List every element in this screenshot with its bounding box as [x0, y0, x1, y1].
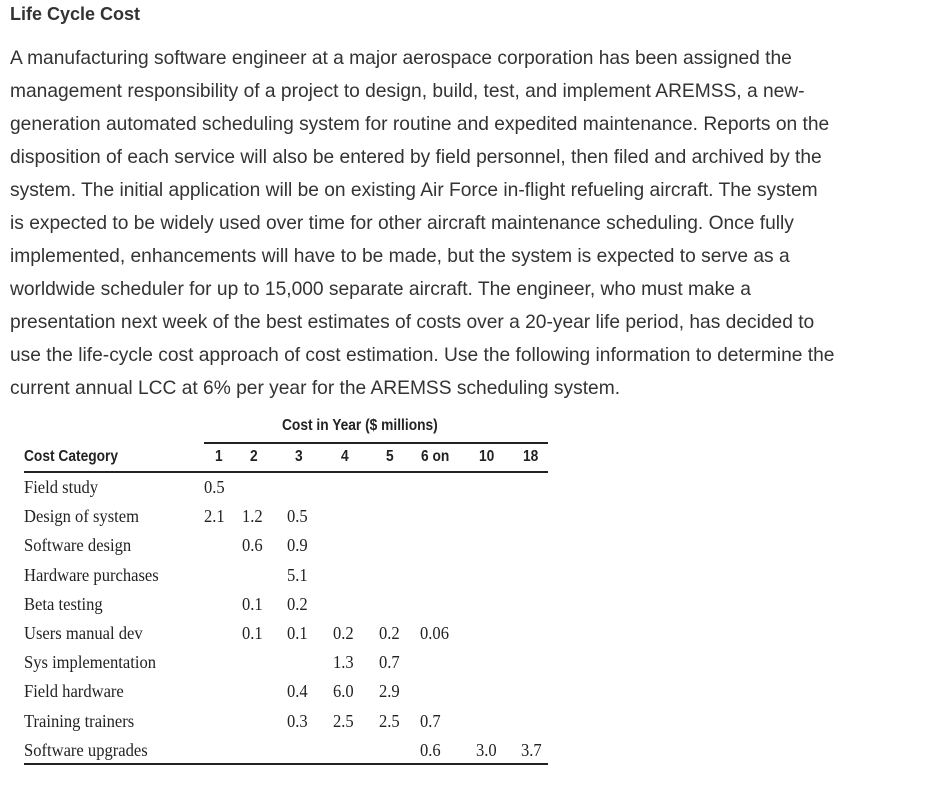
- cost-value: 0.1: [242, 593, 263, 614]
- cost-value: 0.7: [379, 652, 400, 673]
- cost-value: 2.1: [204, 506, 225, 527]
- paragraph-line: current annual LCC at 6% per year for the AREMSS scheduling system.: [10, 378, 621, 399]
- cost-value: 0.3: [287, 710, 308, 731]
- category-header: Cost Category: [24, 448, 119, 465]
- bottom-rule: [24, 763, 548, 765]
- row-category: Field hardware: [24, 681, 124, 702]
- row-category: Design of system: [24, 506, 139, 527]
- cost-value: 0.2: [287, 593, 308, 614]
- paragraph-line: generation automated scheduling system for routine and expedited maintenance. Reports on the: [10, 114, 830, 135]
- problem-paragraph: [10, 42, 920, 405]
- group-header: Cost in Year ($ millions): [282, 417, 438, 434]
- cost-value: 6.0: [333, 681, 354, 702]
- cost-value: 0.7: [420, 710, 441, 731]
- cost-value: 2.5: [333, 710, 354, 731]
- cost-value: 0.6: [242, 535, 263, 556]
- cost-value: 0.1: [242, 623, 263, 643]
- year-header: 4: [341, 448, 349, 465]
- paragraph-line: presentation next week of the best estimates of costs over a 20-year life period, has decided to: [10, 312, 815, 333]
- cost-value: 5.1: [287, 564, 308, 585]
- cost-value: 1.2: [242, 506, 263, 527]
- cost-value: 2.9: [379, 681, 400, 702]
- year-header: 6 on: [421, 448, 450, 465]
- cost-value: 3.0: [476, 739, 497, 760]
- row-category: Software upgrades: [24, 739, 148, 760]
- cost-value: 0.2: [379, 623, 400, 643]
- cost-value: 0.1: [287, 623, 308, 643]
- paragraph-line: system. The initial application will be on existing Air Force in-flight refueling aircraft. The system: [10, 180, 818, 201]
- year-header: 5: [386, 448, 394, 465]
- row-category: Beta testing: [24, 593, 103, 614]
- cost-value: 0.4: [287, 681, 308, 702]
- paragraph-line: worldwide scheduler for up to 15,000 separate aircraft. The engineer, who must make a: [10, 279, 751, 300]
- cost-value: 0.6: [420, 739, 441, 760]
- row-category: Field study: [24, 477, 99, 497]
- year-header: 1: [215, 448, 223, 465]
- paragraph-line: implemented, enhancements will have to be made, but the system is expected to serve as a: [10, 246, 790, 267]
- group-header-rule: [204, 442, 548, 444]
- cost-value: 3.7: [521, 739, 542, 760]
- row-category: Users manual dev: [24, 623, 143, 643]
- year-header: 3: [295, 448, 303, 465]
- cost-value: 0.5: [204, 477, 225, 497]
- cost-value: 0.9: [287, 535, 308, 556]
- cost-value: 1.3: [333, 652, 354, 673]
- page-title: Life Cycle Cost: [10, 4, 141, 24]
- year-header: 18: [523, 448, 539, 465]
- cost-value: 0.2: [333, 623, 354, 643]
- year-header: 2: [250, 448, 258, 465]
- paragraph-line: A manufacturing software engineer at a major aerospace corporation has been assigned the: [10, 48, 792, 69]
- paragraph-line: management responsibility of a project to design, build, test, and implement AREMSS, a new-: [10, 81, 805, 102]
- cost-value: 0.5: [287, 506, 308, 527]
- cost-value: 2.5: [379, 710, 400, 731]
- paragraph-line: is expected to be widely used over time for other aircraft maintenance scheduling. Once fully: [10, 213, 794, 234]
- paragraph-line: use the life-cycle cost approach of cost estimation. Use the following information to determine the: [10, 345, 835, 366]
- cost-value: 0.06: [420, 623, 449, 643]
- row-category: Software design: [24, 535, 132, 556]
- cost-table: [24, 415, 548, 767]
- header-rule: [24, 471, 548, 473]
- year-header: 10: [479, 448, 495, 465]
- paragraph-line: disposition of each service will also be entered by field personnel, then filed and archived by the: [10, 147, 822, 168]
- row-category: Training trainers: [24, 710, 135, 731]
- row-category: Hardware purchases: [24, 564, 159, 585]
- row-category: Sys implementation: [24, 652, 157, 673]
